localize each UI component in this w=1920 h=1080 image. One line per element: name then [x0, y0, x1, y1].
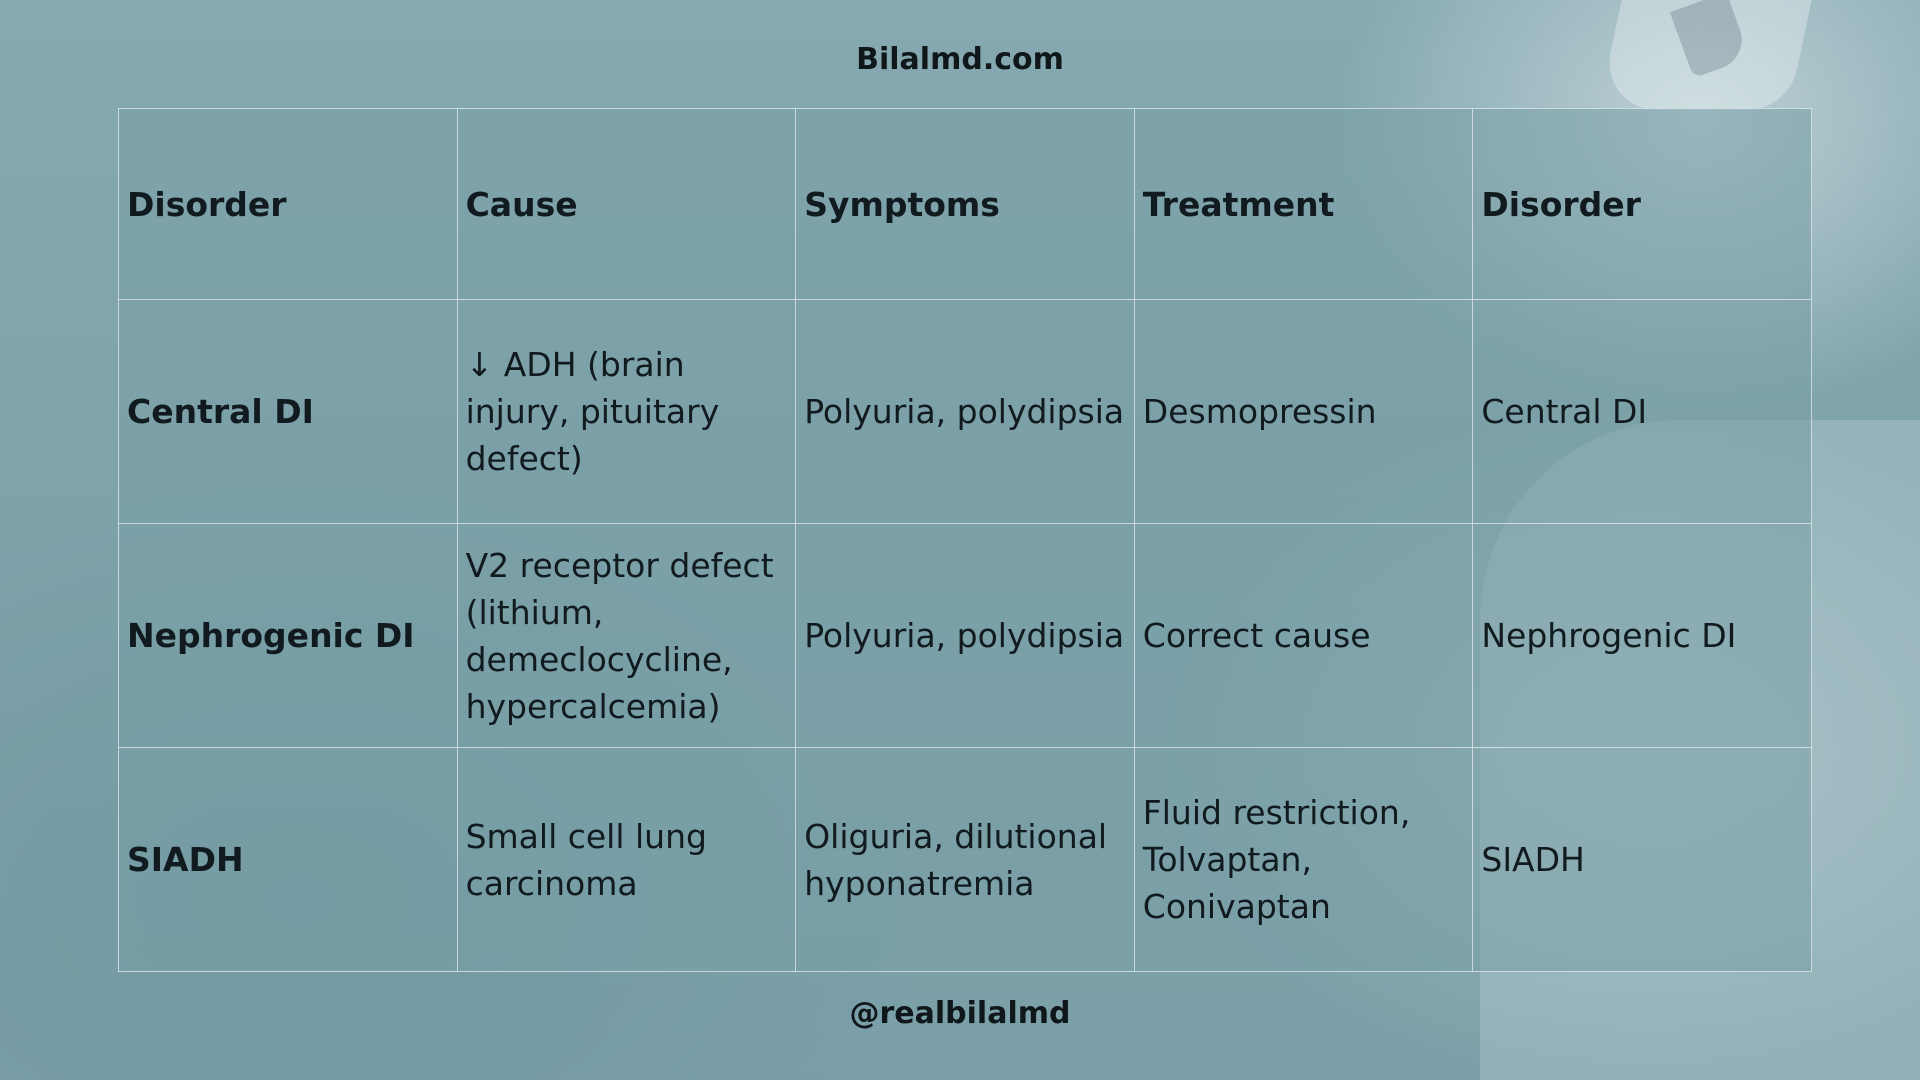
- cell-disorder-repeat: Nephrogenic DI: [1473, 524, 1812, 748]
- site-title: Bilalmd.com: [856, 42, 1064, 77]
- footer-handle: @realbilalmd: [849, 996, 1071, 1031]
- cell-symptoms: Oliguria, dilutional hyponatremia: [796, 748, 1135, 972]
- cell-treatment: Correct cause: [1134, 524, 1473, 748]
- cell-disorder: SIADH: [119, 748, 458, 972]
- table-header-row: [119, 109, 1812, 300]
- cell-symptoms: Polyuria, polydipsia: [796, 524, 1135, 748]
- table-row: [119, 524, 1812, 748]
- column-header-disorder-repeat: Disorder: [1473, 109, 1812, 300]
- cell-disorder-repeat: SIADH: [1473, 748, 1812, 972]
- cell-disorder: Nephrogenic DI: [119, 524, 458, 748]
- cell-treatment: Fluid restriction, Tolvaptan, Conivaptan: [1134, 748, 1473, 972]
- cell-cause: Small cell lung carcinoma: [457, 748, 796, 972]
- comparison-table: [118, 108, 1812, 972]
- cell-disorder-repeat: Central DI: [1473, 300, 1812, 524]
- cell-symptoms: Polyuria, polydipsia: [796, 300, 1135, 524]
- table-row: [119, 748, 1812, 972]
- column-header-symptoms: Symptoms: [796, 109, 1135, 300]
- table-row: [119, 300, 1812, 524]
- cell-cause: V2 receptor defect (lithium, demeclocycline, hypercalcemia): [457, 524, 796, 748]
- column-header-treatment: Treatment: [1134, 109, 1473, 300]
- column-header-disorder: Disorder: [119, 109, 458, 300]
- cell-cause: ↓ ADH (brain injury, pituitary defect): [457, 300, 796, 524]
- column-header-cause: Cause: [457, 109, 796, 300]
- cell-treatment: Desmopressin: [1134, 300, 1473, 524]
- comparison-table-container: [118, 108, 1812, 972]
- cell-disorder: Central DI: [119, 300, 458, 524]
